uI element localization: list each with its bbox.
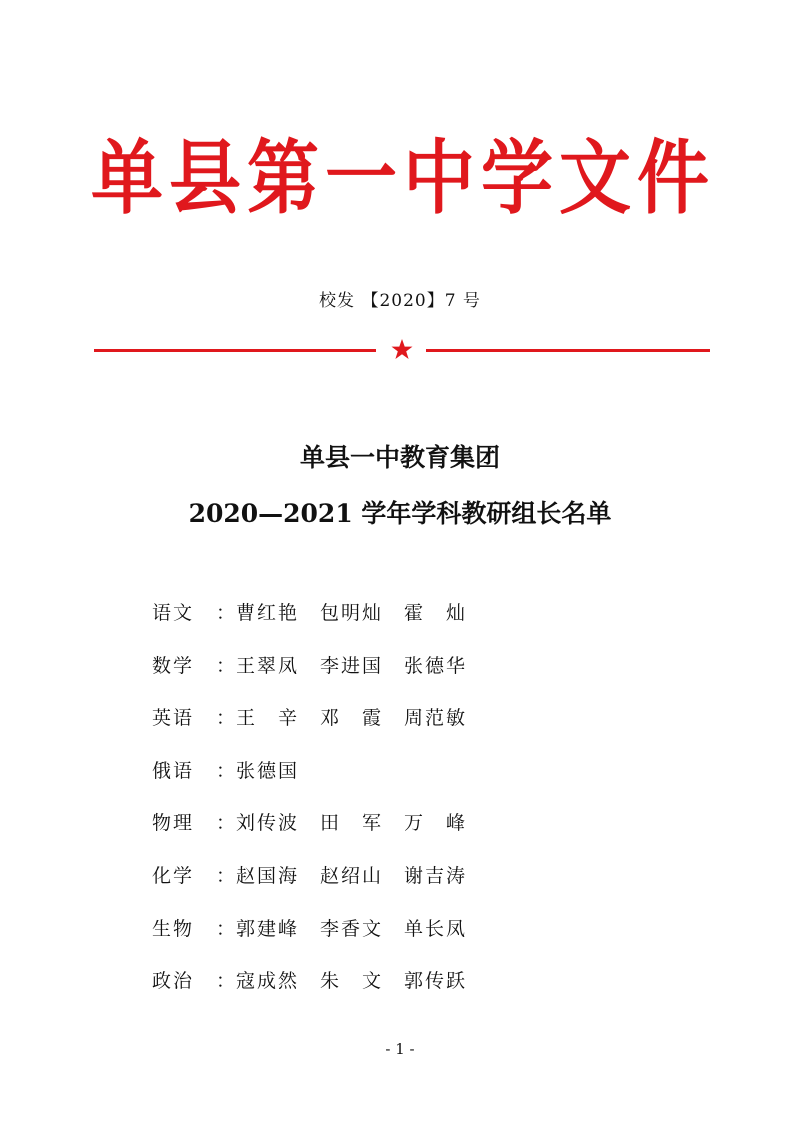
subject-label: 俄语: [152, 759, 195, 782]
subject-separator: ：: [216, 864, 238, 887]
letterhead-char: 第: [246, 129, 319, 226]
subject-separator: ：: [216, 707, 238, 730]
leader-name: 张德华: [404, 654, 468, 677]
leader-name: 谢吉涛: [404, 864, 468, 887]
red-divider: [94, 338, 710, 362]
leader-name: 郭建峰: [236, 917, 300, 940]
leader-name: 霍 灿: [404, 602, 468, 624]
subject-label: 数学: [152, 654, 195, 677]
star-icon: [390, 338, 414, 362]
leader-name: 张德国: [236, 759, 300, 782]
leader-name: 曹红艳: [236, 602, 300, 624]
subject-label: 生物: [152, 917, 195, 940]
leader-name: 赵国海: [236, 864, 300, 887]
leader-name: 寇成然: [236, 970, 300, 993]
subject-label: 化学: [152, 864, 195, 887]
roster-row: [152, 808, 652, 861]
document-title-line1: 单县一中教育集团: [299, 443, 500, 472]
roster-row: [152, 914, 652, 967]
roster-row: [152, 651, 652, 704]
roster-row: [152, 861, 652, 914]
roster-row: [152, 598, 652, 651]
leader-name: 王翠凤: [236, 654, 300, 677]
document-title-line2: 2020—2021 学年学科教研组长名单: [188, 499, 612, 528]
subject-separator: ：: [216, 812, 238, 835]
divider-line-right: [426, 349, 710, 352]
letterhead-char: 一: [324, 129, 397, 226]
subject-separator: ：: [216, 917, 238, 940]
letterhead-char: 单: [90, 129, 163, 226]
leader-name: 李进国: [320, 654, 384, 677]
leader-name: 王 辛: [236, 707, 300, 730]
leader-name: 周范敏: [404, 707, 468, 730]
subject-label: 物理: [152, 812, 195, 835]
document-number: 校发 【2020】7 号: [319, 291, 481, 311]
letterhead-char: 文: [558, 129, 631, 226]
leader-name: 万 峰: [404, 812, 468, 835]
letterhead-char: 县: [168, 129, 241, 226]
letterhead-char: 件: [636, 129, 709, 226]
divider-line-left: [94, 349, 376, 352]
roster-row: [152, 966, 652, 1019]
leader-name: 单长凤: [404, 917, 468, 940]
roster-row: [152, 756, 652, 809]
leader-name: 郭传跃: [404, 970, 468, 993]
subject-label: 政治: [152, 970, 195, 993]
letterhead-title: [0, 128, 800, 228]
letterhead-char: 中: [402, 129, 475, 226]
subject-separator: ：: [216, 970, 238, 993]
subject-separator: ：: [216, 654, 238, 677]
subject-separator: ：: [216, 759, 238, 782]
subject-label: 英语: [152, 707, 195, 730]
letterhead-char: 学: [480, 129, 553, 226]
subject-separator: ：: [216, 602, 238, 624]
roster-row: [152, 703, 652, 756]
page-number: - 1 -: [385, 1040, 415, 1058]
subject-label: 语文: [152, 602, 195, 624]
leader-name: 赵绍山: [320, 864, 384, 887]
leader-name: 邓 霞: [320, 707, 384, 730]
leader-name: 包明灿: [320, 602, 384, 624]
leader-name: 朱 文: [320, 970, 384, 993]
leader-name: 田 军: [320, 812, 384, 835]
leader-name: 刘传波: [236, 812, 300, 835]
roster-list: [152, 598, 652, 1019]
leader-name: 李香文: [320, 917, 384, 940]
